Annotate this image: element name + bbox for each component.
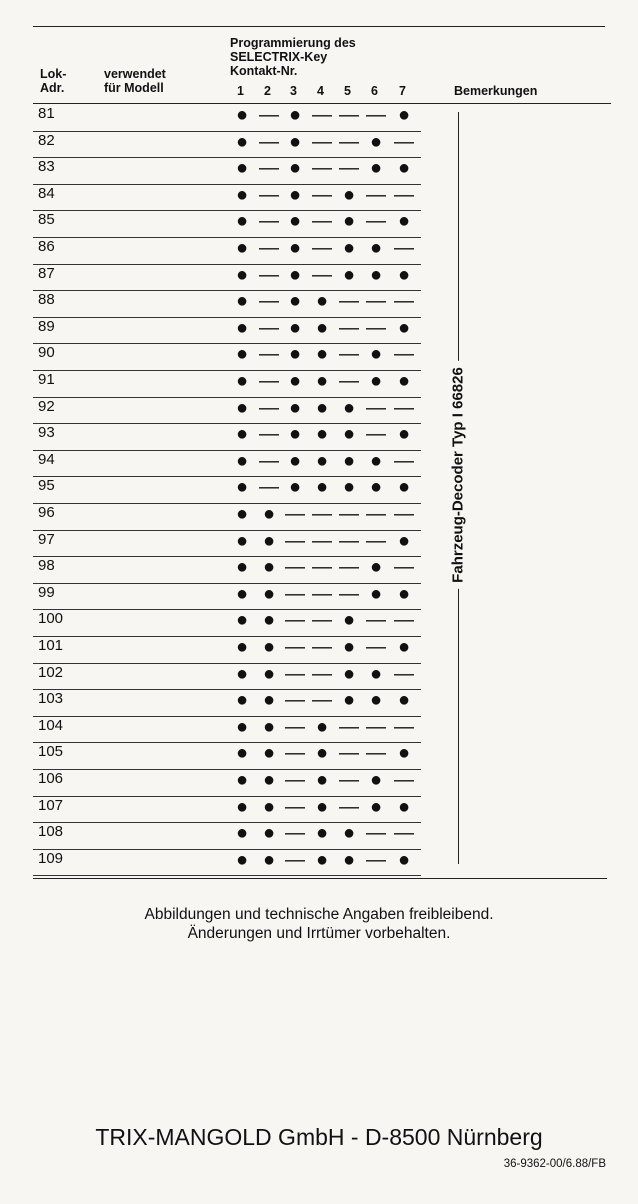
contact-cell-6: ● <box>369 476 383 499</box>
contact-cell-7: ● <box>397 582 411 605</box>
contact-cell-5: ● <box>342 476 356 499</box>
contact-cell-3: ● <box>288 370 302 392</box>
contact-cell-2: ● <box>262 503 276 525</box>
contact-cell-5: — <box>338 582 359 605</box>
contact-cell-7: ● <box>397 370 411 392</box>
contact-cell-2: — <box>258 290 279 313</box>
table-row <box>33 609 421 637</box>
contact-cell-7: — <box>393 396 414 419</box>
contact-cell-7: ● <box>397 104 411 126</box>
table-row <box>33 583 421 611</box>
contact-header-3: 3 <box>290 84 297 98</box>
header-adr <box>40 67 66 95</box>
contact-cell-2: — <box>258 343 279 366</box>
contact-cell-3: — <box>284 689 305 712</box>
contact-cell-5: ● <box>342 848 356 871</box>
contact-cell-3: — <box>284 822 305 845</box>
contact-cell-6: — <box>365 210 386 233</box>
contact-cell-1: ● <box>235 476 249 499</box>
address-cell: 102 <box>38 663 64 681</box>
model-label-1: verwendet <box>104 67 166 81</box>
contact-cell-3: — <box>284 503 305 525</box>
contact-cell-6: — <box>365 104 386 126</box>
address-cell: 96 <box>38 504 55 521</box>
bottom-rule <box>33 878 607 879</box>
contact-cell-3: — <box>284 715 305 738</box>
contact-cell-7: ● <box>397 316 411 339</box>
contact-cell-5: ● <box>342 423 356 446</box>
contact-cell-1: ● <box>235 689 249 712</box>
contact-cell-1: ● <box>235 822 249 845</box>
contact-cell-6: — <box>365 423 386 446</box>
table-row <box>33 849 421 877</box>
contact-cell-2: — <box>258 157 279 180</box>
contact-header-2: 2 <box>264 84 271 98</box>
contact-cell-6: ● <box>369 795 383 818</box>
table-row <box>33 636 421 664</box>
contact-cell-7: — <box>393 343 414 366</box>
contact-cell-1: ● <box>235 396 249 419</box>
contact-cell-6: ● <box>369 157 383 180</box>
contact-cell-6: ● <box>369 556 383 579</box>
address-cell: 100 <box>38 610 64 628</box>
address-cell: 109 <box>38 849 64 867</box>
address-cell: 101 <box>38 637 64 654</box>
contact-cell-7: ● <box>397 848 411 871</box>
contact-cell-6: — <box>365 316 386 339</box>
contact-cell-4: — <box>311 263 332 286</box>
contact-cell-1: ● <box>235 104 249 126</box>
prog-line1: Programmierung des <box>230 36 356 50</box>
contact-cell-4: ● <box>315 343 329 366</box>
contact-cell-7: — <box>393 503 414 525</box>
address-cell: 84 <box>38 184 55 202</box>
contact-cell-4: ● <box>315 795 329 818</box>
contact-cell-2: ● <box>262 609 276 632</box>
contact-cell-7: — <box>393 822 414 845</box>
model-label-2: für Modell <box>104 81 164 95</box>
address-cell: 107 <box>38 796 64 814</box>
header-prog-title <box>230 36 356 78</box>
contact-cell-1: ● <box>235 742 249 765</box>
contact-cell-7: ● <box>397 263 411 286</box>
table-row <box>33 317 421 345</box>
contact-cell-4: — <box>311 157 332 180</box>
address-cell: 103 <box>38 690 64 708</box>
address-cell: 92 <box>38 397 55 415</box>
contact-cell-6: ● <box>369 343 383 366</box>
table-row <box>33 237 421 265</box>
table-row <box>33 450 421 478</box>
contact-cell-3: ● <box>288 157 302 180</box>
contact-cell-5: — <box>338 104 359 126</box>
address-cell: 91 <box>38 371 55 388</box>
contact-cell-3: ● <box>288 476 302 499</box>
contact-cell-2: — <box>258 130 279 153</box>
contact-cell-2: — <box>258 263 279 286</box>
contact-cell-6: ● <box>369 263 383 286</box>
contact-cell-5: ● <box>342 263 356 286</box>
contact-cell-6: ● <box>369 449 383 472</box>
contact-cell-1: ● <box>235 582 249 605</box>
contact-cell-5: — <box>338 795 359 818</box>
contact-cell-4: — <box>311 609 332 632</box>
contact-cell-7: — <box>393 449 414 472</box>
contact-cell-4: ● <box>315 316 329 339</box>
address-cell: 88 <box>38 291 55 309</box>
contact-cell-6: — <box>365 848 386 871</box>
contact-cell-5: ● <box>342 636 356 658</box>
address-cell: 108 <box>38 823 64 841</box>
contact-cell-2: ● <box>262 795 276 818</box>
contact-cell-6: ● <box>369 130 383 153</box>
contact-cell-5: — <box>338 715 359 738</box>
table-row <box>33 556 421 584</box>
contact-cell-4: — <box>311 210 332 233</box>
contact-cell-1: ● <box>235 715 249 738</box>
contact-header-1: 1 <box>237 84 244 98</box>
table-row <box>33 822 421 850</box>
contact-cell-3: ● <box>288 210 302 233</box>
contact-cell-3: ● <box>288 237 302 259</box>
contact-cell-3: — <box>284 582 305 605</box>
contact-cell-2: ● <box>262 529 276 552</box>
contact-cell-4: — <box>311 237 332 259</box>
table-row <box>33 530 421 558</box>
contact-cell-7: — <box>393 715 414 738</box>
contact-cell-3: ● <box>288 343 302 366</box>
contact-cell-4: — <box>311 636 332 658</box>
contact-cell-3: ● <box>288 423 302 446</box>
table-row <box>33 742 421 770</box>
contact-cell-7: ● <box>397 423 411 446</box>
contact-cell-2: ● <box>262 662 276 685</box>
contact-cell-3: ● <box>288 130 302 153</box>
contact-cell-4: — <box>311 104 332 126</box>
contact-header-4: 4 <box>317 84 324 98</box>
contact-cell-4: ● <box>315 715 329 738</box>
contact-cell-1: ● <box>235 370 249 392</box>
top-rule <box>33 26 605 27</box>
contact-cell-1: ● <box>235 556 249 579</box>
contact-cell-4: ● <box>315 396 329 419</box>
prog-line2: SELECTRIX-Key <box>230 50 328 64</box>
table-row <box>33 184 421 212</box>
contact-cell-5: — <box>338 130 359 153</box>
address-cell: 94 <box>38 450 55 468</box>
contact-cell-6: ● <box>369 662 383 685</box>
table-row <box>33 476 421 504</box>
contact-cell-6: — <box>365 503 386 525</box>
table-row <box>33 769 421 797</box>
address-cell: 93 <box>38 424 55 442</box>
contact-cell-1: ● <box>235 290 249 313</box>
address-cell: 106 <box>38 770 64 787</box>
header-model <box>104 67 166 95</box>
contact-cell-6: — <box>365 183 386 206</box>
address-cell: 105 <box>38 743 64 761</box>
company-name: TRIX-MANGOLD GmbH - D-8500 Nürnberg <box>95 1124 543 1150</box>
contact-cell-5: ● <box>342 449 356 472</box>
contact-cell-3: ● <box>288 104 302 126</box>
contact-cell-2: — <box>258 370 279 392</box>
header-remarks: Bemerkungen <box>454 84 538 98</box>
contact-cell-5: ● <box>342 237 356 259</box>
contact-cell-2: — <box>258 396 279 419</box>
contact-cell-3: — <box>284 609 305 632</box>
contact-cell-7: ● <box>397 689 411 712</box>
contact-cell-3: ● <box>288 183 302 206</box>
contact-cell-1: ● <box>235 795 249 818</box>
table-row <box>33 264 421 292</box>
contact-cell-7: — <box>393 183 414 206</box>
contact-cell-5: ● <box>342 689 356 712</box>
contact-cell-6: ● <box>369 370 383 392</box>
contact-cell-2: ● <box>262 715 276 738</box>
contact-cell-7: ● <box>397 795 411 818</box>
contact-cell-6: ● <box>369 582 383 605</box>
contact-cell-2: — <box>258 237 279 259</box>
contact-cell-4: ● <box>315 822 329 845</box>
address-cell: 85 <box>38 211 55 229</box>
disclaimer-line-1: Abbildungen und technische Angaben freibleibend. <box>144 906 494 923</box>
contact-cell-1: ● <box>235 609 249 632</box>
contact-cell-1: ● <box>235 157 249 180</box>
address-cell: 82 <box>38 131 55 149</box>
contact-cell-6: ● <box>369 237 383 259</box>
contact-cell-2: — <box>258 449 279 472</box>
table-row <box>33 370 421 398</box>
contact-cell-5: ● <box>342 609 356 632</box>
contact-cell-7: — <box>393 290 414 313</box>
contact-cell-5: — <box>338 503 359 525</box>
contact-cell-5: ● <box>342 822 356 845</box>
contact-cell-6: — <box>365 822 386 845</box>
contact-cell-1: ● <box>235 130 249 153</box>
contact-cell-1: ● <box>235 343 249 366</box>
table-row <box>33 157 421 185</box>
table-row <box>33 663 421 691</box>
contact-cell-5: — <box>338 316 359 339</box>
contact-header-6: 6 <box>371 84 378 98</box>
contact-cell-5: — <box>338 742 359 765</box>
contact-cell-3: — <box>284 795 305 818</box>
contact-cell-3: — <box>284 662 305 685</box>
contact-cell-3: ● <box>288 449 302 472</box>
contact-cell-4: — <box>311 556 332 579</box>
address-cell: 95 <box>38 477 55 495</box>
contact-cell-7: ● <box>397 157 411 180</box>
contact-cell-5: — <box>338 157 359 180</box>
contact-cell-6: — <box>365 715 386 738</box>
document-code: 36-9362-00/6.88/FB <box>503 1158 606 1170</box>
contact-cell-7: — <box>393 769 414 791</box>
contact-cell-4: ● <box>315 370 329 392</box>
contact-cell-7: ● <box>397 210 411 233</box>
table-row <box>33 343 421 371</box>
contact-cell-4: — <box>311 662 332 685</box>
contact-cell-2: — <box>258 104 279 126</box>
contact-cell-5: ● <box>342 210 356 233</box>
table-row <box>33 290 421 318</box>
table-row <box>33 423 421 451</box>
contact-cell-1: ● <box>235 263 249 286</box>
contact-cell-5: ● <box>342 183 356 206</box>
contact-cell-1: ● <box>235 449 249 472</box>
contact-cell-4: — <box>311 689 332 712</box>
contact-cell-3: ● <box>288 263 302 286</box>
contact-cell-1: ● <box>235 529 249 552</box>
contact-header-5: 5 <box>344 84 351 98</box>
contact-cell-2: ● <box>262 689 276 712</box>
table-row <box>33 397 421 425</box>
contact-cell-2: — <box>258 183 279 206</box>
contact-cell-4: ● <box>315 476 329 499</box>
disclaimer-line-2: Änderungen und Irrtümer vorbehalten. <box>187 925 451 942</box>
adr-label-1: Lok- <box>40 67 67 81</box>
contact-cell-5: ● <box>342 396 356 419</box>
address-cell: 81 <box>38 105 55 122</box>
table-row <box>33 131 421 159</box>
contact-cell-4: ● <box>315 423 329 446</box>
contact-cell-1: ● <box>235 183 249 206</box>
contact-cell-7: — <box>393 130 414 153</box>
contact-cell-7: — <box>393 609 414 632</box>
contact-cell-4: — <box>311 183 332 206</box>
adr-label-2: Adr. <box>40 81 65 95</box>
address-cell: 97 <box>38 530 55 548</box>
contact-cell-5: — <box>338 370 359 392</box>
contact-cell-3: — <box>284 742 305 765</box>
address-cell: 83 <box>38 158 55 176</box>
contact-cell-1: ● <box>235 423 249 446</box>
table-row <box>33 210 421 238</box>
contact-cell-6: ● <box>369 689 383 712</box>
address-cell: 90 <box>38 344 55 362</box>
contact-cell-5: — <box>338 529 359 552</box>
contact-cell-7: — <box>393 237 414 259</box>
contact-cell-1: ● <box>235 769 249 791</box>
contact-cell-4: ● <box>315 449 329 472</box>
address-cell: 98 <box>38 557 55 575</box>
contact-cell-3: ● <box>288 290 302 313</box>
contact-cell-3: — <box>284 636 305 658</box>
contact-cell-2: — <box>258 316 279 339</box>
contact-cell-3: ● <box>288 316 302 339</box>
table-row <box>33 796 421 824</box>
contact-cell-6: ● <box>369 769 383 791</box>
contact-cell-6: — <box>365 609 386 632</box>
contact-header-7: 7 <box>399 84 406 98</box>
contact-cell-4: — <box>311 582 332 605</box>
contact-cell-7: ● <box>397 529 411 552</box>
address-cell: 99 <box>38 583 55 601</box>
contact-cell-2: ● <box>262 556 276 579</box>
contact-cell-2: ● <box>262 742 276 765</box>
contact-cell-4: ● <box>315 742 329 765</box>
contact-cell-2: — <box>258 423 279 446</box>
contact-cell-6: — <box>365 636 386 658</box>
prog-line3: Kontakt-Nr. <box>230 64 298 78</box>
contact-cell-3: ● <box>288 396 302 419</box>
address-cell: 86 <box>38 238 55 255</box>
contact-cell-5: — <box>338 769 359 791</box>
contact-cell-4: — <box>311 130 332 153</box>
contact-cell-6: — <box>365 742 386 765</box>
contact-cell-1: ● <box>235 662 249 685</box>
contact-cell-1: ● <box>235 503 249 525</box>
address-cell: 104 <box>38 716 64 734</box>
contact-cell-7: — <box>393 556 414 579</box>
contact-cell-1: ● <box>235 210 249 233</box>
contact-cell-3: — <box>284 529 305 552</box>
table-row <box>33 104 421 132</box>
contact-cell-4: — <box>311 529 332 552</box>
contact-cell-2: ● <box>262 769 276 791</box>
contact-cell-4: ● <box>315 769 329 791</box>
contact-cell-3: — <box>284 556 305 579</box>
contact-cell-5: ● <box>342 662 356 685</box>
contact-cell-4: ● <box>315 848 329 871</box>
contact-cell-6: — <box>365 529 386 552</box>
contact-cell-5: — <box>338 290 359 313</box>
contact-cell-2: — <box>258 210 279 233</box>
contact-cell-5: — <box>338 343 359 366</box>
contact-cell-2: ● <box>262 822 276 845</box>
table-row <box>33 716 421 744</box>
contact-cell-2: ● <box>262 848 276 871</box>
contact-cell-1: ● <box>235 848 249 871</box>
contact-cell-6: — <box>365 396 386 419</box>
contact-cell-4: ● <box>315 290 329 313</box>
remark-decoder-type: Fahrzeug-Decoder Typ I 66826 <box>450 361 467 589</box>
contact-cell-7: — <box>393 662 414 685</box>
contact-cell-7: ● <box>397 742 411 765</box>
contact-cell-1: ● <box>235 316 249 339</box>
contact-cell-7: ● <box>397 476 411 499</box>
contact-cell-6: — <box>365 290 386 313</box>
contact-cell-2: ● <box>262 636 276 658</box>
contact-cell-2: ● <box>262 582 276 605</box>
address-cell: 89 <box>38 317 55 335</box>
contact-cell-7: ● <box>397 636 411 658</box>
contact-cell-3: — <box>284 848 305 871</box>
contact-cell-1: ● <box>235 636 249 658</box>
contact-cell-4: — <box>311 503 332 525</box>
table-row <box>33 503 421 531</box>
address-cell: 87 <box>38 264 55 282</box>
table-row <box>33 689 421 717</box>
contact-cell-5: — <box>338 556 359 579</box>
contact-cell-2: — <box>258 476 279 499</box>
contact-cell-1: ● <box>235 237 249 259</box>
contact-cell-3: — <box>284 769 305 791</box>
